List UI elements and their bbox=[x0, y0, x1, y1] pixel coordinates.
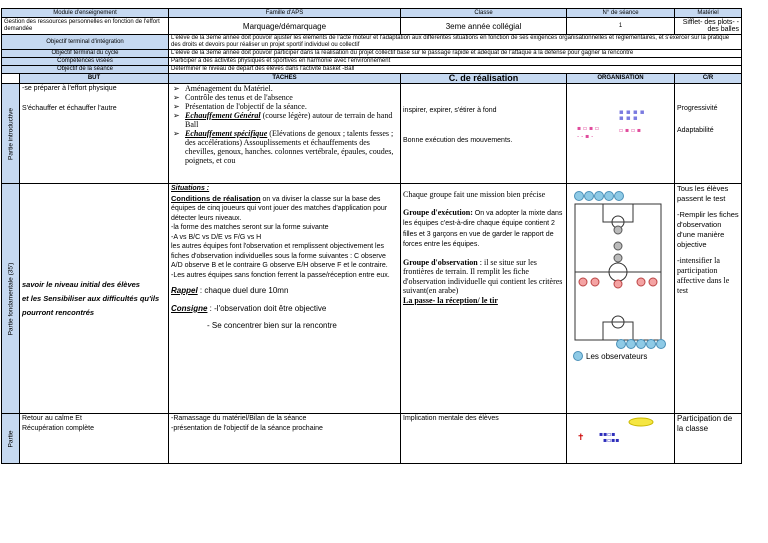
header-seance: N° de séance bbox=[567, 9, 675, 18]
meta-value: L'élève de la 3eme année doit pouvoir participer dans la réalisation du projet collectif basé sur le passage rapide et adéquat de l'attaque à la défense pour gagner la rencontre bbox=[169, 50, 742, 58]
main-but: savoir le niveau initial des élèves et les Sensibiliser aux difficultés qu'ils pourront rencontrés bbox=[20, 184, 169, 414]
col-taches: TACHES bbox=[169, 74, 401, 84]
lesson-plan-table bbox=[1, 8, 742, 464]
svg-text:✝: ✝ bbox=[577, 433, 585, 443]
observer-legend-icon bbox=[574, 352, 583, 361]
intro-side: Partie introductive bbox=[2, 84, 20, 184]
intro-taches: ➢ Aménagement du Matériel. ➢ Contrôle des tenus et de l'absence ➢ Présentation de l'objectif de la séance. ➢ Echauffement Général (course légère) autour de terrain de hand Ball ➢ Echauffement spécifique (Elévations de genoux ; talents fesses ; des accélérations) Assouplissements et échauffements des chevilles, genoux, hanches. colonnes vertébrale, épaules, coudes, poignets, et cou bbox=[169, 84, 401, 184]
meta-label: Objectif terminal du cycle bbox=[2, 50, 169, 58]
info-row bbox=[2, 18, 742, 35]
main-row bbox=[2, 184, 742, 414]
final-row bbox=[2, 414, 742, 464]
meta-label: Compétences visées bbox=[2, 58, 169, 66]
header-classe: Classe bbox=[401, 9, 567, 18]
main-organisation bbox=[567, 184, 675, 414]
intro-but: -se préparer à l'effort physique S'échauffer et échauffer l'autre bbox=[20, 84, 169, 184]
organisation-legend: Les observateurs bbox=[586, 352, 648, 361]
intro-realisation: inspirer, expirer, s'étirer à fond Bonne exécution des mouvements. bbox=[401, 84, 567, 184]
famille-value: Marquage/démarquage bbox=[169, 18, 401, 35]
header-materiel: Matériel bbox=[675, 9, 742, 18]
header-famille: Famille d'APS bbox=[169, 9, 401, 18]
intro-organisation bbox=[567, 84, 675, 184]
meta-value: Participer à des activités physiques et sportives en harmonie avec l'environnement bbox=[169, 58, 742, 66]
svg-text:- - ▪ -: - - ▪ - bbox=[577, 133, 594, 140]
svg-text:▪▪▫▪: ▪▪▫▪ bbox=[599, 431, 616, 438]
meta-row-integration bbox=[2, 35, 742, 50]
final-but: Retour au calme Et Récupération complète bbox=[20, 414, 169, 464]
final-taches: -Ramassage du matériel/Bilan de la séance -présentation de l'objectif de la séance prochaine bbox=[169, 414, 401, 464]
main-taches: Situations : Conditions de réalisation on va diviser la classe sur la base des équipes de cinq joueurs qui vont jouer des matches d'application pour détecter leurs niveaux. -la forme des matches seront sur la forme suivante -A vs B/C vs D/E vs F/G vs H les autres équipes font l'observation et remplissent objectivement les fiches d'observation individuelles sous la forme suivantes : C observe A/D observe B et le contraire G observe E/H observe F et le contraire. -Les autres équipes sans fonction ferrent la passe/réception entre eux. Rappel : chaque duel dure 10mn Consigne : -l'observation doit être objective - Se concentrer bien sur la rencontre bbox=[169, 184, 401, 414]
meta-label: Objectif terminal d'intégration bbox=[2, 35, 169, 50]
intro-row bbox=[2, 84, 742, 184]
final-organisation bbox=[567, 414, 675, 464]
court-diagram bbox=[569, 188, 673, 368]
col-organisation: ORGANISATION bbox=[567, 74, 675, 84]
main-cr: Tous les élèves passent le test -Remplir les fiches d'observation d'une manière objective -intensifier la participation affective dans le test bbox=[675, 184, 742, 414]
materiel-value: Sifflet- des plots- -des balles bbox=[675, 18, 742, 35]
player-group-icon: ▪ ▪ ▪ ▪ bbox=[619, 108, 645, 116]
observers-top bbox=[575, 192, 624, 201]
final-realisation: Implication mentale des élèves bbox=[401, 414, 567, 464]
module-value: Gestion des ressources personnelles en fonction de l'effort demandée bbox=[2, 18, 169, 35]
plot-icon: ▪ ▫ ▪ ▫ bbox=[577, 125, 599, 132]
meta-row-cycle bbox=[2, 50, 742, 58]
svg-text:▪▫▪▪: ▪▫▪▪ bbox=[603, 437, 620, 444]
col-cr: C/R bbox=[675, 74, 742, 84]
final-side: Partie bbox=[2, 414, 20, 464]
classe-value: 3eme année collégial bbox=[401, 18, 567, 35]
main-side: Partie fondamentale (35') bbox=[2, 184, 20, 414]
col-but: BUT bbox=[20, 74, 169, 84]
svg-text:▪ ▪ ▪: ▪ ▪ ▪ bbox=[619, 114, 638, 122]
main-realisation: Chaque groupe fait une mission bien précise Groupe d'exécution: On va adopter la mixte dans les équipes c'est-à-dire chaque équipe contient 2 filles et 3 garçons en vue de garder le rapport de forces entre les équipes. Groupe d'observation : il se situe sur les frontières de terrain. Il remplit les fiche d'observation individuelle qui contient les critères suivant(en arabe) La passe- la réception/ le tir bbox=[401, 184, 567, 414]
meta-label: Objectif de la séance bbox=[2, 66, 169, 74]
seance-value: 1 bbox=[567, 18, 675, 35]
meta-value: Déterminer le niveau de départ des élèves dans l'activité basket -Ball bbox=[169, 66, 742, 74]
svg-text:▫ ▪ ▫ ▪: ▫ ▪ ▫ ▪ bbox=[619, 127, 641, 134]
column-header-row bbox=[2, 74, 742, 84]
meta-row-competences bbox=[2, 58, 742, 66]
header-row bbox=[2, 9, 742, 18]
lesson-plan-page bbox=[0, 8, 768, 464]
meta-value: L'élève de la 3eme année doit pouvoir ajuster les éléments de l'acte moteur et l'adaptation aux différentes situations en fonction de ses exigences organisationnelles et réglementaires, et s'exercer sur la pratique des droits et devoirs pour réaliser un projet sportif individuel ou collectif bbox=[169, 35, 742, 50]
cooldown-diagram bbox=[569, 414, 673, 458]
warmup-diagram bbox=[569, 84, 673, 178]
final-cr: Participation de la classe bbox=[675, 414, 742, 464]
meta-row-objectif bbox=[2, 66, 742, 74]
col-realisation: C. de réalisation bbox=[401, 74, 567, 84]
intro-cr: Progressivité Adaptabilité bbox=[675, 84, 742, 184]
header-module: Module d'enseignement bbox=[2, 9, 169, 18]
